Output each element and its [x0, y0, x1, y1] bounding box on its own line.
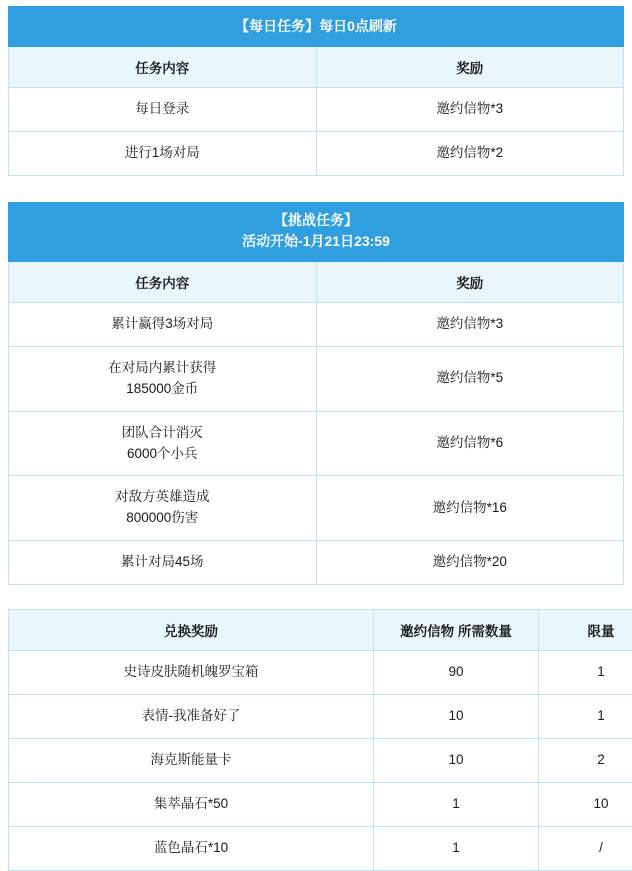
table-row: [9, 782, 632, 826]
table-row: [9, 541, 624, 585]
exchange-column-header-row: [9, 610, 632, 651]
challenge-task-name: [9, 541, 317, 585]
exchange-item-cost: 90: [374, 651, 539, 695]
table-row: [9, 651, 632, 695]
daily-tasks-header-row: [9, 7, 624, 47]
section-spacer: [8, 176, 624, 202]
challenge-task-line1: 对敌方英雄造成: [15, 487, 310, 508]
table-row: [9, 302, 624, 346]
table-row: [9, 826, 632, 870]
exchange-item-limit: 10: [539, 782, 632, 826]
challenge-task-name: [9, 302, 317, 346]
table-row: [9, 131, 624, 175]
table-row: [9, 346, 624, 411]
table-row: [9, 476, 624, 541]
challenge-header-title: 【挑战任务】: [15, 210, 617, 231]
exchange-item-cost: 1: [374, 826, 539, 870]
challenge-task-reward: 邀约信物*20: [316, 541, 624, 585]
exchange-item-limit: 2: [539, 739, 632, 783]
exchange-item-cost: 10: [374, 695, 539, 739]
table-row: [9, 739, 632, 783]
challenge-column-header-row: [9, 261, 624, 302]
daily-tasks-header: 【每日任务】每日0点刷新: [9, 7, 624, 47]
daily-tasks-table: [8, 6, 624, 176]
exchange-cost-line1: 邀约信物: [400, 624, 454, 639]
challenge-task-line2: 185000金币: [15, 379, 310, 400]
challenge-task-name: [9, 476, 317, 541]
challenge-column-task: 任务内容: [9, 261, 317, 302]
challenge-task-reward: 邀约信物*16: [316, 476, 624, 541]
challenge-header-period: 活动开始-1月21日23:59: [15, 231, 617, 252]
exchange-column-cost: [374, 610, 539, 651]
exchange-column-item: 兑换奖励: [9, 610, 374, 651]
challenge-task-line1: 累计对局45场: [15, 552, 310, 573]
challenge-task-line2: 800000伤害: [15, 508, 310, 529]
challenge-tasks-header: [9, 202, 624, 261]
exchange-item-name: 海克斯能量卡: [9, 739, 374, 783]
challenge-task-name: [9, 346, 317, 411]
challenge-tasks-header-row: [9, 202, 624, 261]
exchange-rewards-table: [8, 609, 632, 871]
table-row: [9, 411, 624, 476]
challenge-task-line1: 累计赢得3场对局: [15, 314, 310, 335]
exchange-item-name: 史诗皮肤随机魄罗宝箱: [9, 651, 374, 695]
exchange-item-cost: 1: [374, 782, 539, 826]
daily-column-reward: 奖励: [316, 47, 624, 88]
challenge-task-reward: 邀约信物*3: [316, 302, 624, 346]
daily-task-reward: 邀约信物*3: [316, 88, 624, 132]
exchange-item-cost: 10: [374, 739, 539, 783]
daily-tasks-column-header-row: [9, 47, 624, 88]
exchange-item-limit: 1: [539, 651, 632, 695]
exchange-column-limit: 限量: [539, 610, 632, 651]
challenge-task-line1: 在对局内累计获得: [15, 358, 310, 379]
daily-task-name: 每日登录: [9, 88, 317, 132]
exchange-item-name: 集萃晶石*50: [9, 782, 374, 826]
table-row: [9, 695, 632, 739]
daily-task-name: 进行1场对局: [9, 131, 317, 175]
challenge-tasks-table: [8, 202, 624, 585]
exchange-item-limit: /: [539, 826, 632, 870]
table-row: [9, 88, 624, 132]
section-spacer: [8, 585, 624, 609]
challenge-task-reward: 邀约信物*6: [316, 411, 624, 476]
challenge-column-reward: 奖励: [316, 261, 624, 302]
exchange-cost-line2: 所需数量: [458, 624, 512, 639]
daily-column-task: 任务内容: [9, 47, 317, 88]
challenge-task-name: [9, 411, 317, 476]
exchange-item-name: 蓝色晶石*10: [9, 826, 374, 870]
exchange-item-name: 表情-我准备好了: [9, 695, 374, 739]
challenge-task-reward: 邀约信物*5: [316, 346, 624, 411]
challenge-task-line2: 6000个小兵: [15, 444, 310, 465]
challenge-task-line1: 团队合计消灭: [15, 423, 310, 444]
exchange-item-limit: 1: [539, 695, 632, 739]
daily-task-reward: 邀约信物*2: [316, 131, 624, 175]
